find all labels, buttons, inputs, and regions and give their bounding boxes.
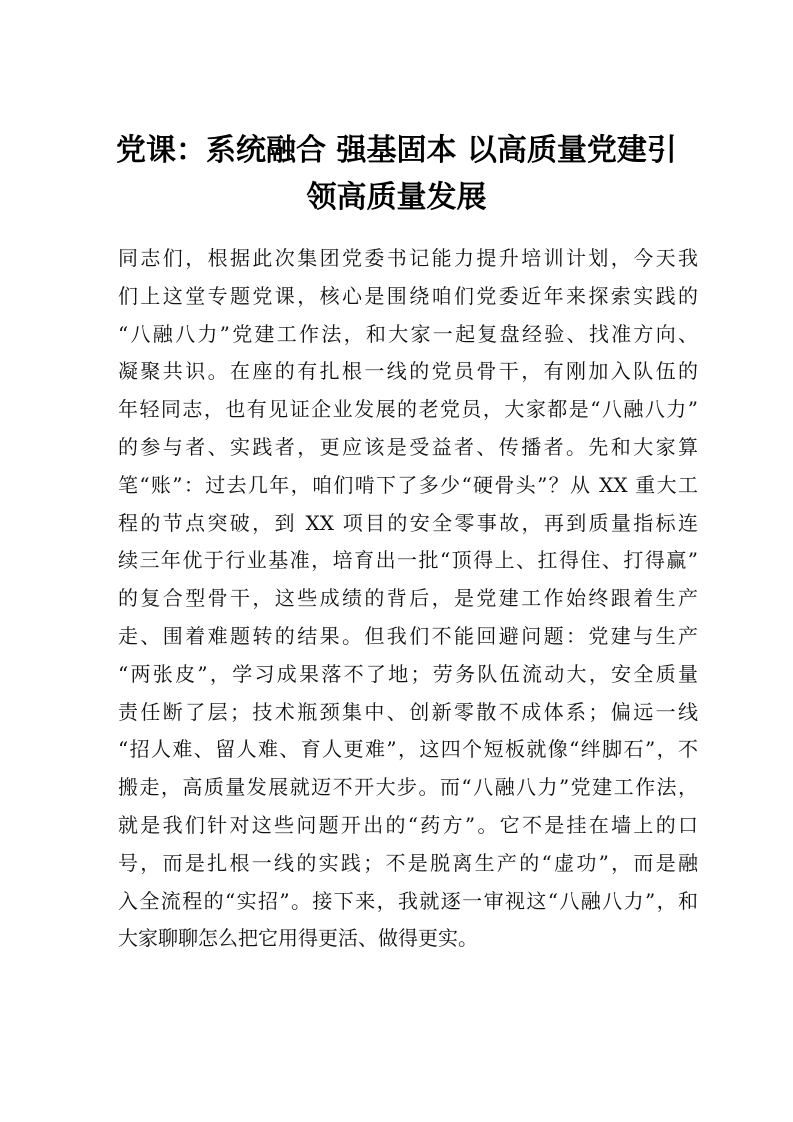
- body-line: 续三年优于行业基准，培育出一批“顶得上、扛得住、打得赢”: [118, 548, 698, 573]
- body-line: 责任断了层；技术瓶颈集中、创新零散不成体系；偏远一线: [118, 699, 698, 724]
- body-line: “两张皮”，学习成果落不了地；劳务队伍流动大，安全质量: [118, 661, 698, 686]
- body-line: 同志们，根据此次集团党委书记能力提升培训计划，今天我: [118, 246, 698, 270]
- body-line: 就是我们针对这些问题开出的“药方”。它不是挂在墙上的口: [118, 812, 698, 837]
- body-line: 大家聊聊怎么把它用得更活、做得更实。: [118, 926, 478, 951]
- body-line: 凝聚共识。在座的有扎根一线的党员骨干，有刚加入队伍的: [118, 359, 698, 384]
- body-line: 程的节点突破，到 XX 项目的安全零事故，再到质量指标连: [118, 510, 698, 535]
- document-body: [118, 240, 698, 958]
- document-title-line-2: 领高质量发展: [306, 180, 487, 215]
- body-line: 笔“账”：过去几年，咱们啃下了多少“硬骨头”？从 XX 重大工: [118, 472, 698, 497]
- body-line: “八融八力”党建工作法，和大家一起复盘经验、找准方向、: [118, 321, 698, 346]
- body-line: “招人难、留人难、育人更难”，这四个短板就像“绊脚石”，不: [118, 737, 698, 762]
- body-line: 的参与者、实践者，更应该是受益者、传播者。先和大家算: [118, 434, 698, 459]
- body-line: 的复合型骨干，这些成绩的背后，是党建工作始终跟着生产: [118, 586, 698, 611]
- body-line: 走、围着难题转的结果。但我们不能回避问题：党建与生产: [118, 623, 698, 648]
- body-line: 年轻同志，也有见证企业发展的老党员，大家都是“八融八力”: [118, 397, 698, 422]
- body-line: 们上这堂专题党课，核心是围绕咱们党委近年来探索实践的: [118, 283, 698, 308]
- body-line: 号，而是扎根一线的实践；不是脱离生产的“虚功”，而是融: [118, 850, 698, 875]
- body-line: 入全流程的“实招”。接下来，我就逐一审视这“八融八力”，和: [118, 888, 698, 913]
- body-line: 搬走，高质量发展就迈不开大步。而“八融八力”党建工作法，: [118, 775, 698, 800]
- document-title-line-1: 党课：系统融合 强基固本 以高质量党建引: [116, 133, 677, 168]
